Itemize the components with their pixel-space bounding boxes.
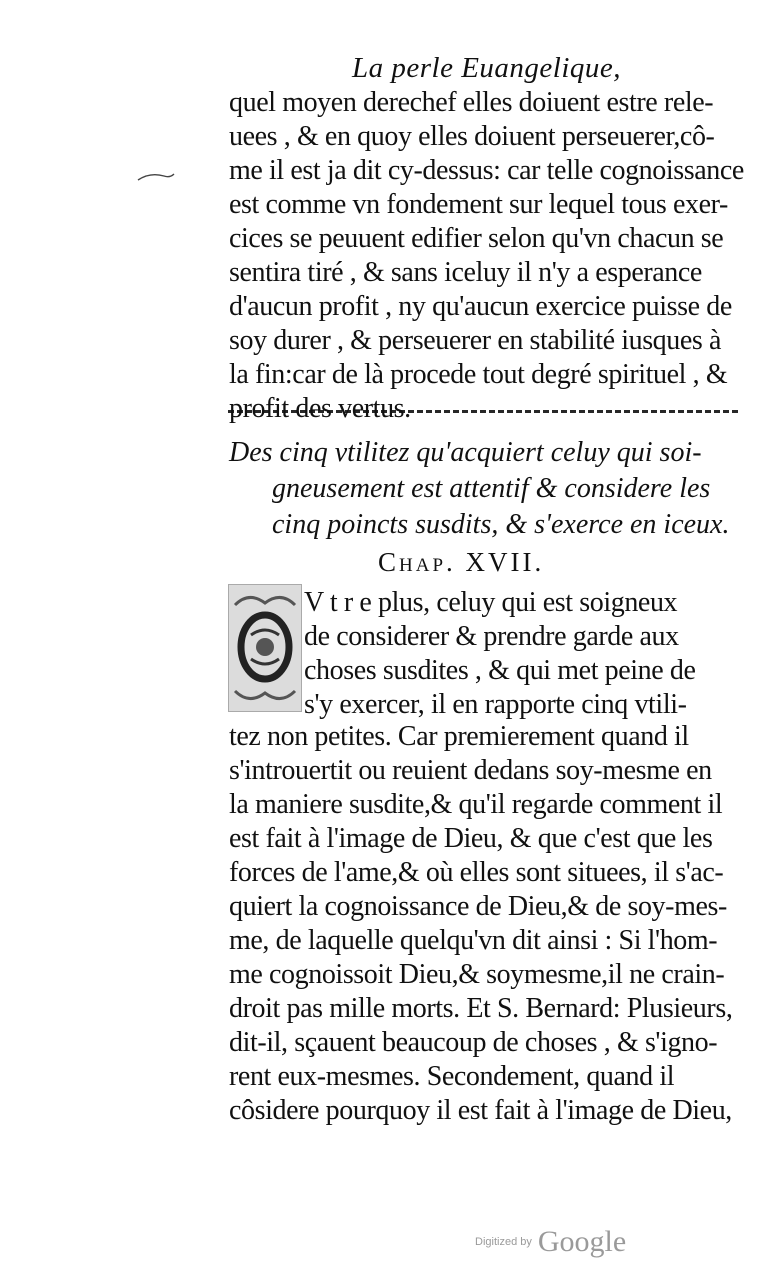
text-line: soy durer , & perseuerer en stabilité iusques à — [229, 325, 722, 356]
text-line: d'aucun profit , ny qu'aucun exercice puisse de — [229, 291, 732, 322]
watermark-prefix: Digitized by — [475, 1236, 532, 1248]
text-line: s'introuertit ou reuient dedans soy-mesme en — [229, 755, 712, 786]
text-line: cices se peuuent edifier selon qu'vn chacun se — [229, 223, 724, 254]
text-line: profit des vertus. — [229, 393, 411, 424]
text-line: de considerer & prendre garde aux — [304, 621, 679, 652]
text-line: est fait à l'image de Dieu, & que c'est que les — [229, 823, 713, 854]
ornamental-initial — [228, 584, 302, 712]
chapter-title-line: Des cinq vtilitez qu'acquiert celuy qui soi- — [229, 437, 702, 468]
margin-pen-mark — [136, 168, 176, 184]
text-line: côsidere pourquoy il est fait à l'image de Dieu, — [229, 1095, 732, 1126]
text-line: s'y exercer, il en rapporte cinq vtili- — [304, 689, 687, 720]
text-line: sentira tiré , & sans iceluy il n'y a esperance — [229, 257, 702, 288]
text-line: uees , & en quoy elles doiuent perseuerer,cô- — [229, 121, 715, 152]
digitized-watermark — [475, 1225, 626, 1259]
text-line: forces de l'ame,& où elles sont situees, il s'ac- — [229, 857, 724, 888]
text-line: la maniere susdite,& qu'il regarde comment il — [229, 789, 723, 820]
chapter-title-line: gneusement est attentif & considere les — [272, 473, 711, 504]
chapter-number: Chap. XVII. — [378, 547, 545, 577]
text-line: choses susdites , & qui met peine de — [304, 655, 696, 686]
google-logo: Google — [537, 1225, 627, 1258]
running-head: La perle Euangelique, — [352, 52, 622, 84]
text-line: dit-il, sçauent beaucoup de choses , & s'igno- — [229, 1027, 718, 1058]
text-line: me, de laquelle quelqu'vn dit ainsi : Si l'hom- — [229, 925, 718, 956]
text-line: me il est ja dit cy-dessus: car telle cognoissance — [229, 155, 744, 186]
text-line: me cognoissoit Dieu,& soymesme,il ne crain- — [229, 959, 725, 990]
text-line: tez non petites. Car premierement quand il — [229, 721, 689, 752]
chapter-title-line: cinq poincts susdits, & s'exerce en iceux. — [272, 509, 730, 540]
text-line: quiert la cognoissance de Dieu,& de soy-mes- — [229, 891, 727, 922]
text-line: rent eux-mesmes. Secondement, quand il — [229, 1061, 675, 1092]
section-divider — [228, 410, 738, 413]
text-line: V t r e plus, celuy qui est soigneux — [304, 587, 678, 618]
text-line: est comme vn fondement sur lequel tous exer- — [229, 189, 728, 220]
text-line: droit pas mille morts. Et S. Bernard: Plusieurs, — [229, 993, 733, 1024]
text-line: quel moyen derechef elles doiuent estre rele- — [229, 87, 714, 118]
text-line: la fin:car de là procede tout degré spirituel , & — [229, 359, 728, 390]
